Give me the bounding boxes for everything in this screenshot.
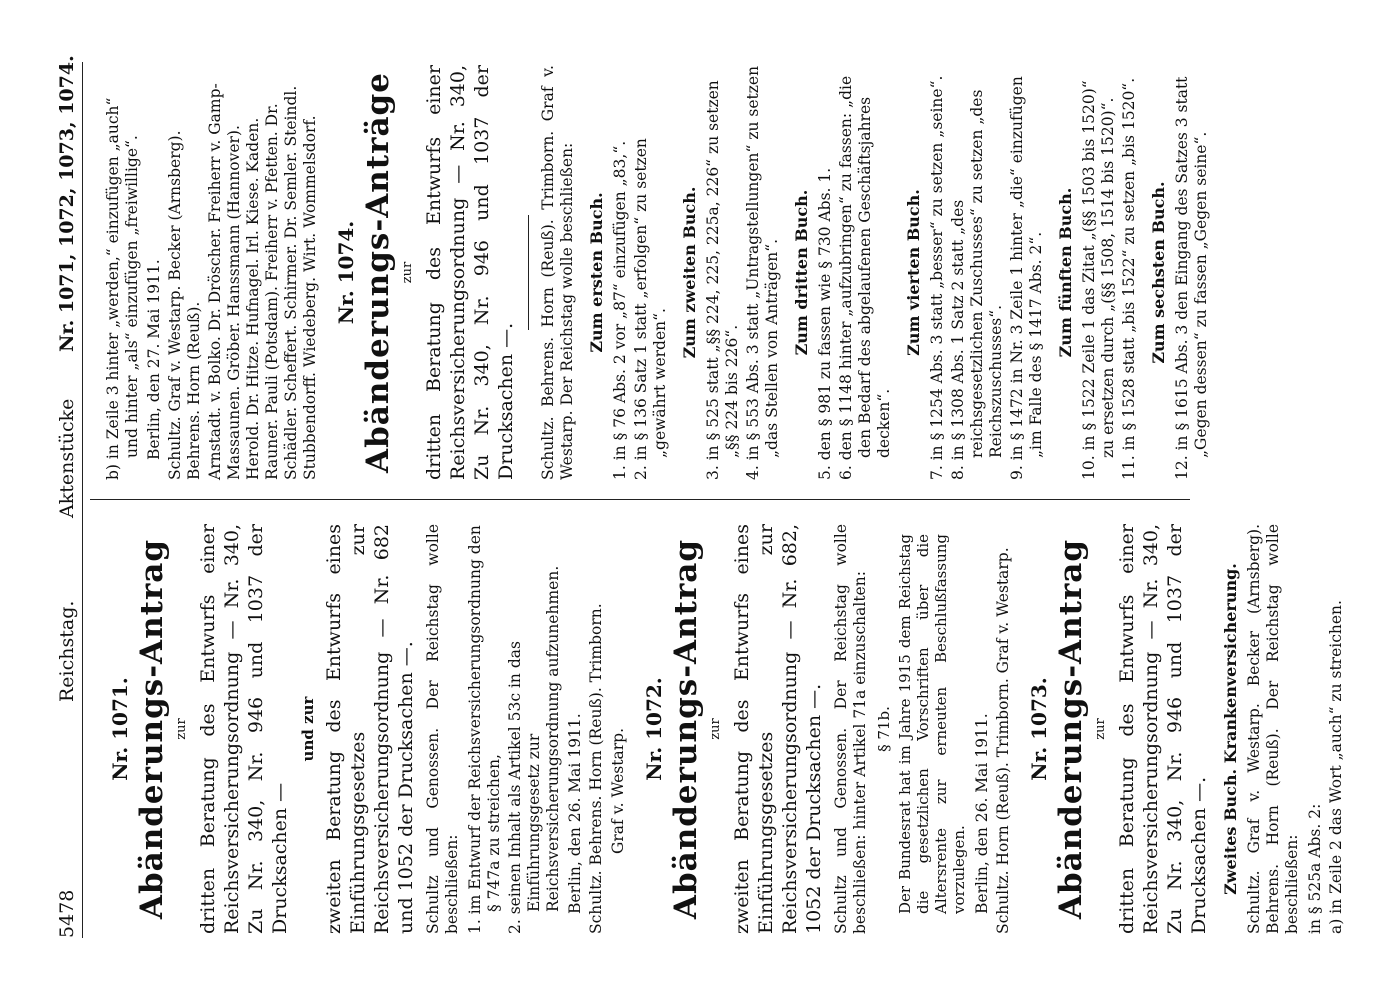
separator-rule — [528, 215, 529, 330]
left-column — [104, 524, 1362, 934]
section-number: Nr. 1071. — [108, 677, 132, 781]
list-item: in § 525a Abs. 2: — [1306, 803, 1324, 934]
list-item: 9. in § 1472 in Nr. 3 Zeile 1 hinter „die“ einzufügen „im Falle des § 1417 Abs. 2“. — [1008, 76, 1045, 480]
section-1073-continued — [104, 65, 320, 480]
book-heading: Zweites Buch. Krankenversicherung. — [1221, 563, 1240, 895]
section-und-zur: und zur — [299, 696, 317, 762]
list-item: 5. den § 981 zu fassen wie § 730 Abs. 1. — [816, 167, 834, 480]
section-intro: dritten Beratung des Entwurfs einer Reichsversicherungsordnung — Nr. 340, Zu Nr. 340, Nr. 946 und 1037 der Drucksachen — — [197, 524, 291, 934]
section-body: Schultz. Graf v. Westarp. Becker (Arnsberg). Behrens. Horn (Reuß). Der Reichstag wolle beschließen: — [1245, 524, 1301, 934]
book-heading: Zum dritten Buch. — [792, 189, 811, 356]
book-heading: Zum zweiten Buch. — [680, 186, 699, 359]
section-1073 — [1029, 524, 1346, 934]
list-item: a) in Zeile 2 das Wort „auch“ zu streichen. — [1327, 600, 1345, 934]
list-item: 6. den § 1148 hinter „aufzubringen“ zu fassen: „die den Bedarf des abgelaufenen Geschäftsjahres decken“. — [837, 75, 893, 480]
list-item: 12. in § 1615 Abs. 3 den Eingang des Satzes 3 statt „Gegen dessen“ zu fassen „Gegen seine“. — [1173, 76, 1210, 480]
column-divider — [90, 499, 1190, 500]
list-item: 11. in § 1528 statt „bis 1522“ zu setzen „bis 1520“. — [1120, 77, 1138, 480]
section-zur: zur — [1093, 718, 1108, 740]
section-title: Abänderungs-Antrag — [668, 538, 704, 920]
section-1071 — [110, 524, 628, 934]
signatories: Schultz. Graf v. Westarp. Becker (Arnsberg). Behrens. Horn (Reuß). — [166, 130, 203, 480]
list-item: 2. seinen Inhalt als Artikel 53c in das Einführungsgesetz zur Reichsversicherungsordnung aufzunehmen. — [506, 565, 562, 934]
signatories: Schultz. Horn (Reuß). Trimborn. Graf v. Westarp. — [994, 547, 1012, 934]
section-number: Nr. 1073. — [1027, 677, 1051, 781]
section-intro: dritten Beratung des Entwurfs einer Reichsversicherungsordnung — Nr. 340, Zu Nr. 340, Nr. 946 und 1037 der Drucksachen —. — [1116, 524, 1210, 934]
list-item: b) in Zeile 3 hinter „werden,“ einzufügen „auch“ und hinter „als“ einzufügen „freiwillige“. — [104, 97, 141, 480]
paragraph-number: § 71b. — [875, 706, 893, 752]
book-heading: Zum fünften Buch. — [1056, 187, 1075, 358]
book-heading: Zum vierten Buch. — [904, 189, 923, 356]
section-zur: zur — [400, 261, 415, 284]
section-title: Abänderungs-Anträge — [360, 72, 396, 473]
section-zur: zur — [174, 718, 189, 740]
header-aktenstuecke: Aktenstücke — [56, 398, 78, 518]
book-heading: Zum ersten Buch. — [587, 192, 606, 353]
section-title: Abänderungs-Antrag — [1053, 538, 1089, 920]
section-date: Berlin, den 26. Mai 1911. — [566, 713, 584, 914]
right-column — [104, 65, 1227, 480]
section-number: Nr. 1072. — [642, 677, 666, 781]
list-item: 3. in § 525 statt „§§ 224, 225, 225a, 226“ zu setzen „§§ 224 bis 226“. — [704, 80, 741, 480]
section-number: Nr. 1074. — [334, 220, 358, 325]
section-intro-2: zweiten Beratung des Entwurfs eines Einführungsgesetzes zur Reichsversicherungsordnung — Nr. 682 und 1052 der Drucksachen —. — [323, 524, 417, 934]
section-1074 — [336, 65, 1211, 480]
section-1072 — [644, 524, 1013, 934]
section-intro: dritten Beratung des Entwurfs einer Reichsversicherungsordnung — Nr. 340, Zu Nr. 340, Nr. 946 und 1037 der Drucksachen —. — [423, 65, 517, 480]
section-zur: zur — [708, 718, 723, 740]
section-intro: zweiten Beratung des Entwurfs eines Einführungsgesetzes zur Reichsversicherungsordnung — Nr. 682, 1052 der Drucksachen —. — [731, 524, 825, 934]
section-title: Abänderungs-Antrag — [134, 538, 170, 920]
section-date: Berlin, den 27. Mai 1911. — [145, 259, 163, 460]
page-header — [52, 55, 83, 938]
list-item: 1. im Entwurf der Reichsversicherungsordnung den § 747a zu streichen, — [466, 525, 503, 934]
list-item: 1. in § 76 Abs. 2 vor „87“ einzufügen „83,“. — [611, 140, 629, 480]
section-body: Schultz und Genossen. Der Reichstag wolle beschließen: — [424, 524, 461, 934]
book-heading: Zum sechsten Buch. — [1149, 181, 1168, 364]
section-date: Berlin, den 26. Mai 1911. — [973, 713, 991, 914]
list-item: 4. in § 553 Abs. 3 statt „Untragstellungen“ zu setzen „das Stellen von Anträgen“. — [744, 65, 781, 480]
header-reichstag: Reichstag. — [56, 600, 78, 702]
section-body: Schultz und Genossen. Der Reichstag wolle beschließen: hinter Artikel 71a einzuschalten: — [832, 524, 869, 934]
page-number: 5478 — [56, 889, 78, 938]
signatories: Schultz. Behrens. Horn (Reuß). Trimborn. — [587, 603, 605, 934]
list-item: 8. in § 1308 Abs. 1 Satz 2 statt „des reichsgesetzlichen Zuschusses“ zu setzen „des Reichszuschusses“. — [949, 89, 1005, 480]
signatories-more: Arnstadt. v. Bolko. Dr. Dröscher. Freiherr v. Gamp-Massaunen. Gröber. Hanssmann (Hannover). Herold. Dr. Hitze. Hufnagel. Irl. Kiese. Kaden. Rauner. Pauli (Potsdam). Freiherr v. Pfetten. Dr. Schädler. Scheffert. Schirmer. Dr. Semler. Steindl. Stubbendorff. Wiedeberg. Wirt. Wommelsdorf. — [206, 83, 319, 480]
header-numbers: Nr. 1071, 1072, 1073, 1074. — [56, 55, 78, 352]
list-item: 2. in § 136 Satz 1 statt „erfolgen“ zu setzen „gewährt werden“. — [632, 138, 669, 480]
signatories-2: Graf v. Westarp. — [609, 728, 627, 854]
quoted-text: Der Bundesrat hat im Jahre 1915 dem Reichstag die gesetzlichen Vorschriften über die Altersrente zur erneuten Beschlußfassung vorzulegen. — [896, 534, 968, 914]
section-body: Schultz. Behrens. Horn (Reuß). Trimborn. Graf v. Westarp. Der Reichstag wolle beschließen: — [539, 65, 576, 480]
list-item: 7. in § 1254 Abs. 3 statt „besser“ zu setzen „seine“. — [928, 75, 946, 480]
list-item: 10. in § 1522 Zeile 1 das Zitat „(§§ 1503 bis 1520)“ zu ersetzen durch „(§§ 1508, 1514 bis 1520)“. — [1080, 80, 1117, 480]
